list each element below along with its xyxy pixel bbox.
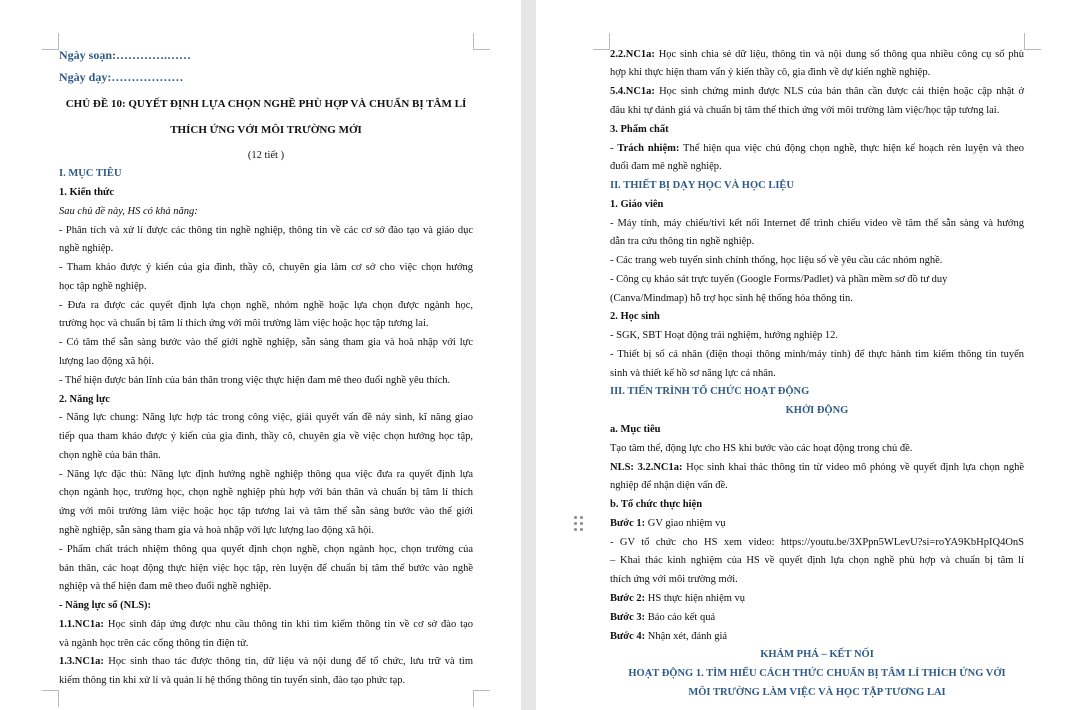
- text-line: – Khai thác kinh nghiệm của HS về quyết định lựa chọn nghề phù hợp và chuẩn bị tâm lí: [610, 555, 1024, 566]
- text-line: NLS: 3.2.NC1a: Học sinh khai thác thông tin từ video mô phỏng về quyết định lựa chọn nghề: [610, 462, 1024, 473]
- text-line: I. MỤC TIÊU: [59, 168, 122, 179]
- text-line: Tạo tâm thế, động lực cho HS khi bước vào các hoạt động trong chủ đề.: [610, 443, 913, 454]
- text-line: 1. Kiến thức: [59, 187, 115, 198]
- text-line: bản thân, các hoạt động thực hiện việc học tập, rèn luyện để chuẩn bị tâm thế bước vào nghề: [59, 563, 473, 574]
- text-line: chọn ngành học, trường học, chọn nghề nghiệp phù hợp với bản thân và chuẩn bị tâm lí thích: [59, 487, 473, 498]
- text-line: KHÁM PHÁ – KẾT NỐI: [760, 649, 874, 660]
- text-line: - Máy tính, máy chiếu/tivi kết nối Internet để trình chiếu video về tâm thế sẵn sàng và hướng: [610, 218, 1024, 229]
- document-page-left: [0, 0, 521, 710]
- text-line: Bước 2: HS thực hiện nhiệm vụ: [610, 593, 746, 604]
- text-line: nghề nghiệp.: [59, 243, 114, 254]
- margin-corner-mark: [473, 690, 490, 707]
- text-line: Ngày dạy:………………: [59, 70, 184, 84]
- text-line: b. Tổ chức thực hiện: [610, 499, 703, 510]
- drag-handle-icon[interactable]: [574, 516, 586, 534]
- text-line: - Tham khảo được ý kiến của gia đình, thầy cô, chuyên gia làm cơ sở cho việc chọn hướng: [59, 262, 473, 273]
- text-line: KHỞI ĐỘNG: [785, 405, 849, 416]
- text-line: 1.1.NC1a: Học sinh đáp ứng được nhu cầu thông tin khi tìm kiếm thông tin về cơ sở đào tạo: [59, 619, 473, 630]
- text-line: - GV tổ chức cho HS xem video: https://youtu.be/3XPpn5WLevU?si=roYA9KbHpIQ4OnS: [610, 537, 1024, 548]
- text-line: 3. Phẩm chất: [610, 124, 669, 135]
- text-line: - Phân tích và xử lí được các thông tin nghề nghiệp, thông tin về các cơ sở đào tạo và giáo dục: [59, 225, 473, 236]
- text-line: 1. Giáo viên: [610, 199, 664, 210]
- text-line: kiếm thông tin khi xử lí và quản lí hệ thống thông tin tuyển sinh, đào tạo phức tạp.: [59, 675, 406, 686]
- text-line: - Trách nhiệm: Thể hiện qua việc chủ động chọn nghề, thực hiện kế hoạch rèn luyện và theo: [610, 143, 1024, 154]
- text-line: và ngành học trên các cổng thông tin điện tử.: [59, 638, 249, 649]
- text-line: (12 tiết ): [247, 150, 285, 161]
- document-page-right: [536, 0, 1072, 710]
- text-line: - Năng lực đặc thù: Năng lực định hướng nghề nghiệp thông qua việc đưa ra quyết định lựa: [59, 469, 473, 480]
- margin-corner-mark: [473, 33, 490, 50]
- text-line: 2.2.NC1a: Học sinh chia sẻ dữ liệu, thông tin và nội dung số thông qua nhiều công cụ số phù: [610, 49, 1024, 60]
- text-line: 2. Năng lực: [59, 394, 110, 405]
- text-line: thích ứng với môi trường mới.: [610, 574, 738, 585]
- text-line: chọn nghề của bản thân.: [59, 450, 161, 461]
- text-line: hợp khi thực hiện tham vấn ý kiến thầy cô, gia đình về dự kiến nghề nghiệp.: [610, 67, 931, 78]
- text-line: Bước 4: Nhận xét, đánh giá: [610, 631, 728, 642]
- text-line: nghiệp và thể hiện đam mê theo đuổi nghề nghiệp.: [59, 581, 272, 592]
- text-line: a. Mục tiêu: [610, 424, 661, 435]
- text-line: - Thể hiện được bản lĩnh của bản thân trong việc thực hiện đam mê theo đuổi nghề yêu thích.: [59, 375, 451, 386]
- text-line: học tập nghề nghiệp.: [59, 281, 147, 292]
- text-line: Bước 3: Báo cáo kết quả: [610, 612, 716, 623]
- text-line: - Phẩm chất trách nhiệm thông qua quyết định chọn nghề, chọn ngành học, chọn trường của: [59, 544, 473, 555]
- text-line: III. TIẾN TRÌNH TỔ CHỨC HOẠT ĐỘNG: [610, 386, 810, 397]
- text-line: - Thiết bị số cá nhân (điện thoại thông minh/máy tính) để thực hành tìm kiếm thông tin tuyển: [610, 349, 1024, 360]
- text-line: đâu khi tự đánh giá và chuẩn bị tâm thế thích ứng với môi trường làm việc/học tập tương lai.: [610, 105, 1000, 116]
- text-line: - Năng lực chung: Năng lực hợp tác trong công việc, giải quyết vấn đề nảy sinh, kĩ năng giao: [59, 412, 473, 423]
- text-line: nghề nghiệp, sẵn sàng tham gia và hoà nhập với lực lượng lao động xã hội.: [59, 525, 374, 536]
- margin-corner-mark: [42, 33, 59, 50]
- text-line: (Canva/Mindmap) hỗ trợ học sinh hệ thống hóa thông tin.: [610, 293, 853, 304]
- text-line: lượng lao động xã hội.: [59, 356, 154, 367]
- text-line: - Các trang web tuyển sinh chính thống, học liệu số về yêu cầu các nhóm nghề.: [610, 255, 943, 266]
- text-line: MÔI TRƯỜNG LÀM VIỆC VÀ HỌC TẬP TƯƠNG LAI: [688, 687, 946, 698]
- text-line: - Đưa ra được các quyết định lựa chọn nghề, nhóm nghề hoặc lựa chọn được ngành học,: [59, 300, 473, 311]
- margin-corner-mark: [593, 33, 610, 50]
- text-line: sinh và thiết kế hồ sơ năng lực cá nhân.: [610, 368, 776, 379]
- text-line: dẫn tra cứu thông tin nghề nghiệp.: [610, 236, 755, 247]
- text-line: - Năng lực số (NLS):: [59, 600, 152, 611]
- text-line: đuổi đam mê nghề nghiệp.: [610, 161, 722, 172]
- text-line: - Công cụ khảo sát trực tuyến (Google Forms/Padlet) và phần mềm sơ đồ tư duy: [610, 274, 948, 285]
- text-line: tiếp qua tham khảo được ý kiến của gia đình, thầy cô, chuyên gia về việc chọn hướng học tập,: [59, 431, 473, 442]
- text-line: nghiệp để nhận diện vấn đề.: [610, 480, 728, 491]
- margin-corner-mark: [1024, 33, 1041, 50]
- text-line: 5.4.NC1a: Học sinh chứng minh được NLS của bản thân cần được cải thiện hoặc cập nhật ở: [610, 86, 1024, 97]
- text-line: 2. Học sinh: [610, 311, 660, 322]
- text-line: Bước 1: GV giao nhiệm vụ: [610, 518, 726, 529]
- text-line: trường học và chuẩn bị tâm lí thích ứng với môi trường làm việc hoặc học tập tương lai.: [59, 318, 429, 329]
- text-line: THÍCH ỨNG VỚI MÔI TRƯỜNG MỚI: [170, 124, 362, 136]
- text-line: ứng với môi trường làm việc hoặc học tập tương lai và tâm thế sẵn sàng bước vào thế giới: [59, 506, 473, 517]
- text-line: - Có tâm thế sẵn sàng bước vào thế giới nghề nghiệp, sẵn sàng tham gia và hoà nhập với lực: [59, 337, 473, 348]
- text-line: Ngày soạn:………….……: [59, 48, 192, 62]
- text-line: II. THIẾT BỊ DẠY HỌC VÀ HỌC LIỆU: [610, 180, 794, 191]
- text-line: - SGK, SBT Hoạt động trải nghiệm, hướng nghiệp 12.: [610, 330, 839, 341]
- text-line: HOẠT ĐỘNG 1. TÌM HIỂU CÁCH THỨC CHUẨN BỊ TÂM LÍ THÍCH ỨNG VỚI: [628, 668, 1006, 679]
- text-line: 1.3.NC1a: Học sinh thao tác được thông tin, dữ liệu và nội dung để tổ chức, lưu trữ và tìm: [59, 656, 473, 667]
- text-line: Sau chủ đề này, HS có khả năng:: [59, 206, 198, 217]
- margin-corner-mark: [42, 690, 59, 707]
- text-line: CHỦ ĐỀ 10: QUYẾT ĐỊNH LỰA CHỌN NGHỀ PHÙ HỢP VÀ CHUẨN BỊ TÂM LÍ: [65, 98, 467, 110]
